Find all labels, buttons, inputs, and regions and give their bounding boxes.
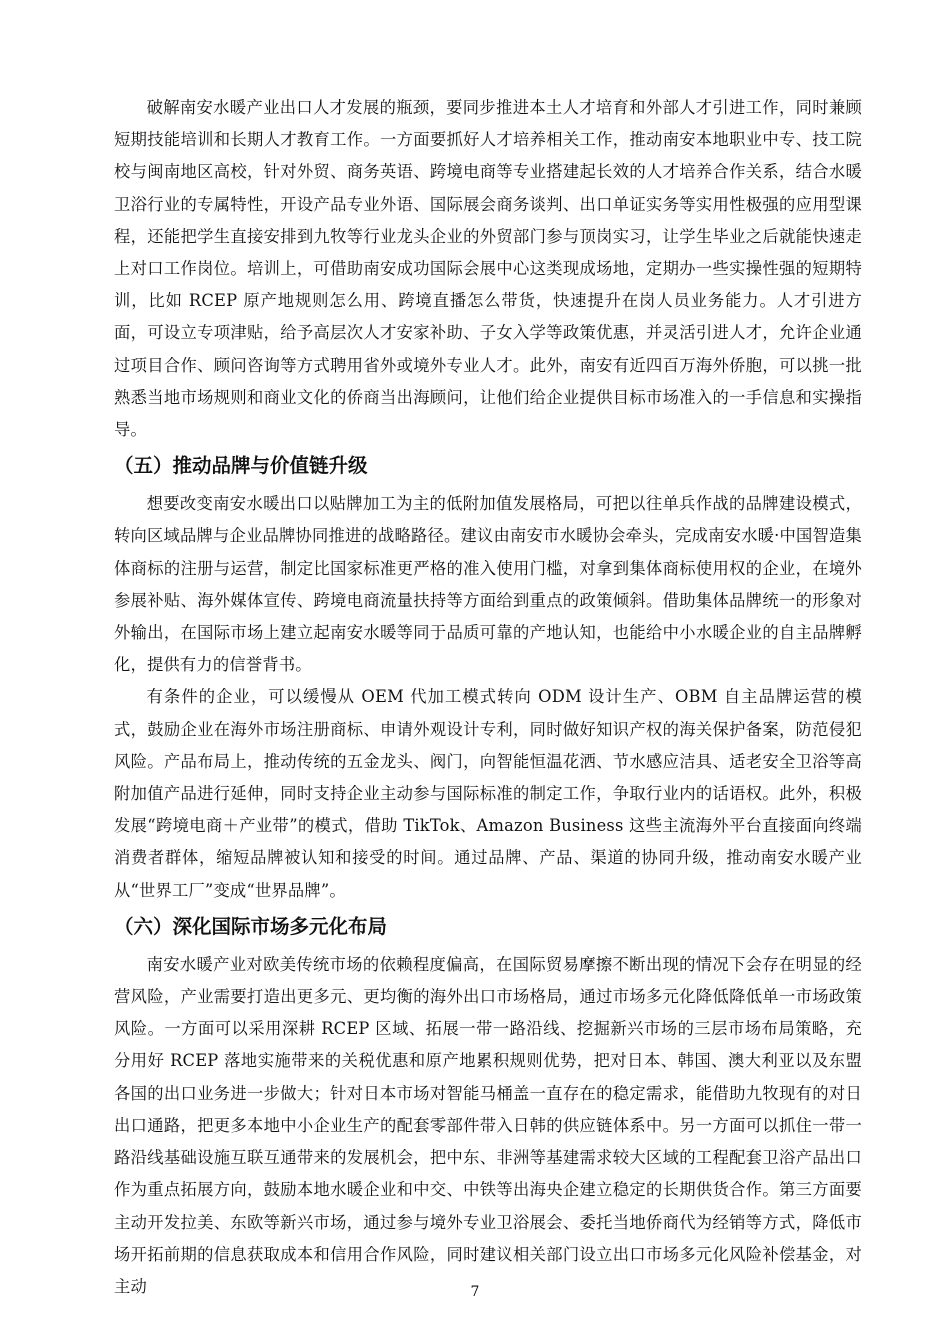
page-number: 7: [470, 1284, 480, 1300]
paragraph-talent: 破解南安水暖产业出口人才发展的瓶颈，要同步推进本土人才培育和外部人才引进工作，同时兼顾短期技能培训和长期人才教育工作。一方面要抓好人才培养相关工作，推动南安本地职业中专、技工院校与闽南地区高校，针对外贸、商务英语、跨境电商等专业搭建起长效的人才培养合作关系，结合水暖卫浴行业的专属特性，开设产品专业外语、国际展会商务谈判、出口单证实务等实用性极强的应用型课程，还能把学生直接安排到九牧等行业龙头企业的外贸部门参与顶岗实习，让学生毕业之后就能快速走上对口工作岗位。培训上，可借助南安成功国际会展中心这类现成场地，定期办一些实操性强的短期特训，比如 RCEP 原产地规则怎么用、跨境直播怎么带货，快速提升在岗人员业务能力。人才引进方面，可设立专项津贴，给予高层次人才安家补助、子女入学等政策优惠，并灵活引进人才，允许企业通过项目合作、顾问咨询等方式聘用省外或境外专业人才。此外，南安有近四百万海外侨胞，可以挑一批熟悉当地市场规则和商业文化的侨商当出海顾问，让他们给企业提供目标市场准入的一手信息和实操指导。: [114, 98, 862, 440]
paragraph-brand-2: 有条件的企业，可以缓慢从 OEM 代加工模式转向 ODM 设计生产、OBM 自主品牌运营的模式，鼓励企业在海外市场注册商标、申请外观设计专利，同时做好知识产权的海关保护备案，防范侵犯风险。产品布局上，推动传统的五金龙头、阀门，向智能恒温花洒、节水感应洁具、适老安全卫浴等高附加值产品进行延伸，同时支持企业主动参与国际标准的制定工作，争取行业内的话语权。此外，积极发展“跨境电商＋产业带”的模式，借助 TikTok、Amazon Business 这些主流海外平台直接面向终端消费者群体，缩短品牌被认知和接受的时间。通过品牌、产品、渠道的协同升级，推动南安水暖产业从“世界工厂”变成“世界品牌”。: [114, 687, 862, 900]
page-body: [114, 92, 862, 1303]
section-heading-market: （六）深化国际市场多元化布局: [114, 914, 388, 938]
paragraph-market-1: 南安水暖产业对欧美传统市场的依赖程度偏高，在国际贸易摩擦不断出现的情况下会存在明显的经营风险，产业需要打造出更多元、更均衡的海外出口市场格局，通过市场多元化降低降低单一市场政策风险。一方面可以采用深耕 RCEP 区域、拓展一带一路沿线、挖掘新兴市场的三层市场布局策略，充分用好 RCEP 落地实施带来的关税优惠和原产地累积规则优势，把对日本、韩国、澳大利亚以及东盟各国的出口业务进一步做大；针对日本市场对智能马桶盖一直存在的稳定需求，能借助九牧现有的对日出口通路，把更多本地中小企业生产的配套零部件带入日韩的供应链体系中。另一方面可以抓住一带一路沿线基础设施互联互通带来的发展机会，把中东、非洲等基建需求较大区域的工程配套卫浴产品出口作为重点拓展方向，鼓励本地水暖企业和中交、中铁等出海央企建立稳定的长期供货合作。第三方面要主动开发拉美、东欧等新兴市场，通过参与境外专业卫浴展会、委托当地侨商代为经销等方式，降低市场开拓前期的信息获取成本和信用合作风险，同时建议相关部门设立出口市场多元化风险补偿基金，对主动: [114, 954, 862, 1296]
paragraph-brand-1: 想要改变南安水暖出口以贴牌加工为主的低附加值发展格局，可把以往单兵作战的品牌建设模式，转向区域品牌与企业品牌协同推进的战略路径。建议由南安市水暖协会牵头，完成南安水暖·中国智造集体商标的注册与运营，制定比国家标准更严格的准入使用门槛，对拿到集体商标使用权的企业，在境外参展补贴、海外媒体宣传、跨境电商流量扶持等方面给到重点的政策倾斜。借助集体品牌统一的形象对外输出，在国际市场上建立起南安水暖等同于品质可靠的产地认知，也能给中小水暖企业的自主品牌孵化，提供有力的信誉背书。: [114, 494, 862, 675]
section-heading-brand: （五）推动品牌与价值链升级: [114, 454, 368, 478]
